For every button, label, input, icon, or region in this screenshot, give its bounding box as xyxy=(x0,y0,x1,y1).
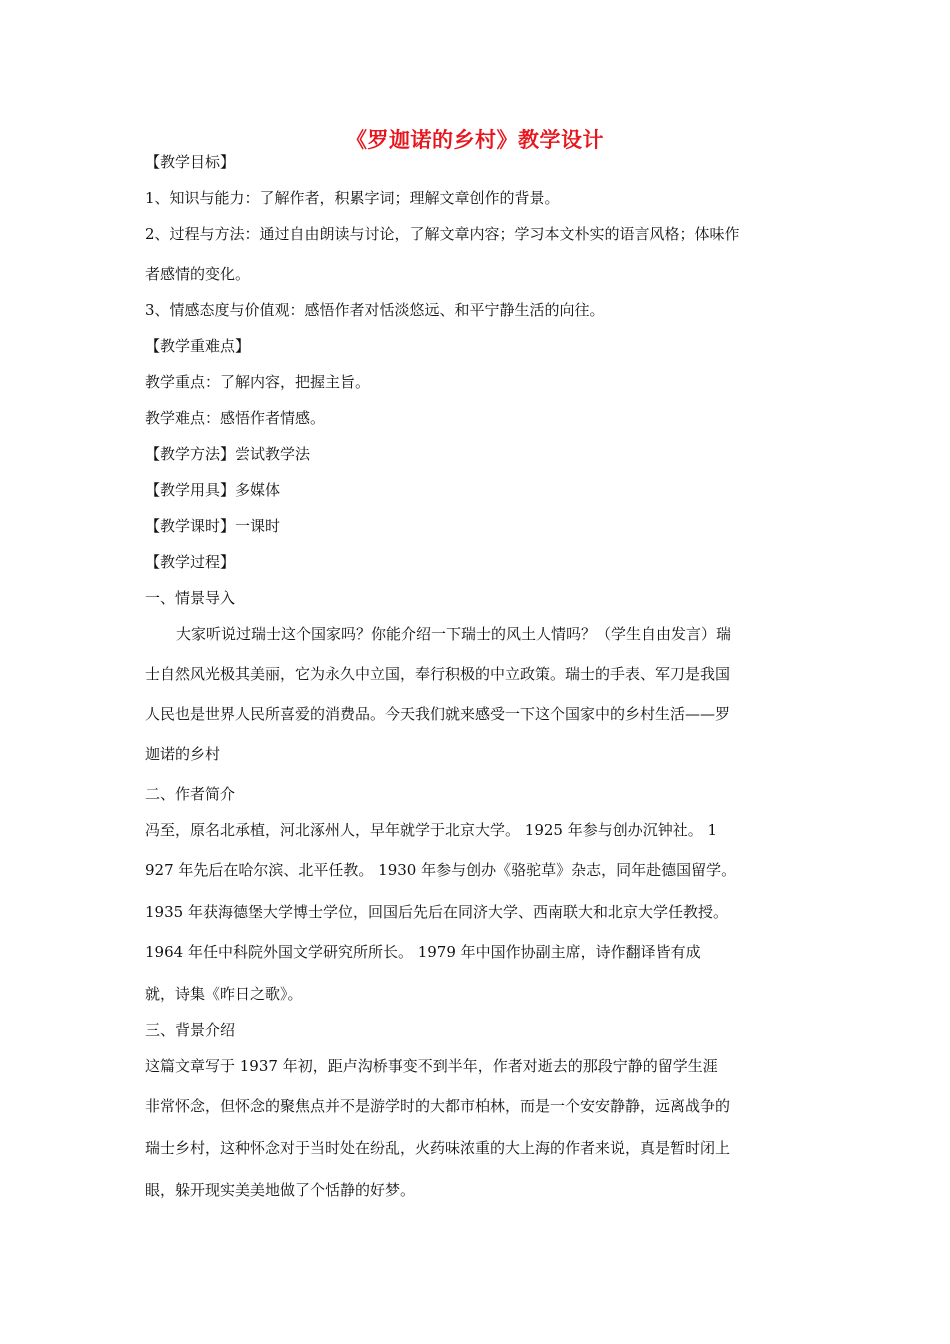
author-paragraph-line: 1935 年获海德堡大学博士学位，回国后先后在同济大学、西南联大和北京大学任教授。 xyxy=(145,903,728,921)
author-paragraph-line: 就，诗集《昨日之歌》。 xyxy=(145,985,303,1003)
teaching-tools: 【教学用具】多媒体 xyxy=(145,481,281,499)
section-1-heading: 一、情景导入 xyxy=(145,589,236,607)
document-title: 《罗迦诺的乡村》教学设计 xyxy=(346,128,604,152)
background-paragraph-line: 这篇文章写于 1937 年初，距卢沟桥事变不到半年，作者对逝去的那段宁静的留学生涯 xyxy=(145,1057,718,1075)
section-3-heading: 三、背景介绍 xyxy=(145,1021,236,1039)
background-paragraph-line: 非常怀念，但怀念的聚焦点并不是游学时的大都市柏林，而是一个安安静静，远离战争的 xyxy=(145,1097,731,1115)
author-paragraph-line: 冯至，原名北承植，河北涿州人，早年就学于北京大学。 1925 年参与创办沉钟社。 1 xyxy=(145,821,718,839)
heading-process: 【教学过程】 xyxy=(145,553,236,571)
section-2-heading: 二、作者简介 xyxy=(145,785,236,803)
author-paragraph-line: 1964 年任中科院外国文学研究所所长。 1979 年中国作协副主席，诗作翻译皆有成 xyxy=(145,943,701,961)
class-hours: 【教学课时】一课时 xyxy=(145,517,281,535)
objective-2: 2、过程与方法：通过自由朗读与讨论，了解文章内容；学习本文朴实的语言风格；体味作 xyxy=(145,225,740,243)
objective-1: 1、知识与能力：了解作者，积累字词；理解文章创作的背景。 xyxy=(145,189,560,207)
key-point: 教学重点：了解内容，把握主旨。 xyxy=(145,373,371,391)
difficult-point: 教学难点：感悟作者情感。 xyxy=(145,409,326,427)
intro-paragraph-line: 人民也是世界人民所喜爱的消费品。今天我们就来感受一下这个国家中的乡村生活——罗 xyxy=(145,705,731,723)
intro-paragraph-line: 士自然风光极其美丽，它为永久中立国，奉行积极的中立政策。瑞士的手表、军刀是我国 xyxy=(145,665,731,683)
objective-2-cont: 者感情的变化。 xyxy=(145,265,251,283)
background-paragraph-line: 瑞士乡村，这种怀念对于当时处在纷乱，火药味浓重的大上海的作者来说，真是暂时闭上 xyxy=(145,1139,731,1157)
heading-objectives: 【教学目标】 xyxy=(145,153,236,171)
author-paragraph-line: 927 年先后在哈尔滨、北平任教。 1930 年参与创办《骆驼草》杂志，同年赴德国留学。 xyxy=(145,861,737,879)
teaching-method: 【教学方法】尝试教学法 xyxy=(145,445,311,463)
intro-paragraph-line: 迦诺的乡村 xyxy=(145,745,221,763)
background-paragraph-line: 眼，躲开现实美美地做了个恬静的好梦。 xyxy=(145,1181,416,1199)
intro-paragraph-line: 大家听说过瑞士这个国家吗？你能介绍一下瑞士的风土人情吗？（学生自由发言）瑞 xyxy=(176,625,732,643)
heading-key-points: 【教学重难点】 xyxy=(145,337,251,355)
objective-3: 3、情感态度与价值观：感悟作者对恬淡悠远、和平宁静生活的向往。 xyxy=(145,301,605,319)
